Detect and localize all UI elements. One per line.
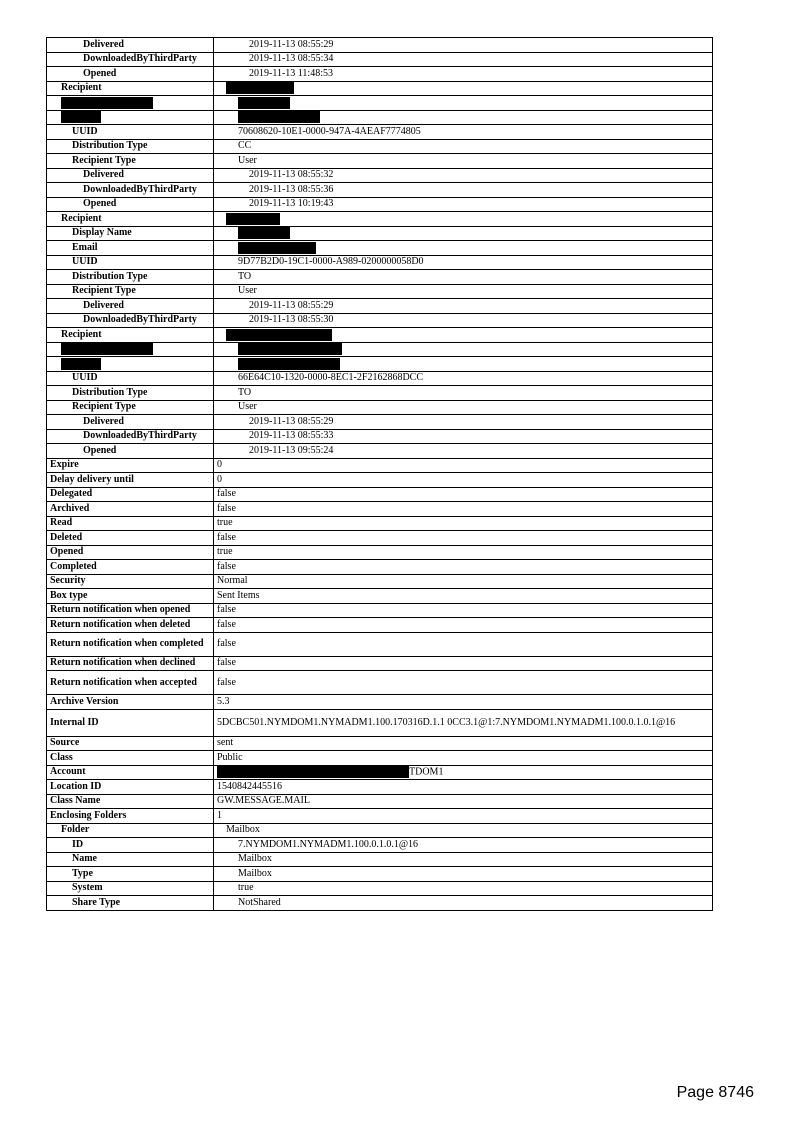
property-value xyxy=(214,81,713,96)
property-value-text: 2019-11-13 08:55:36 xyxy=(249,183,334,195)
property-row xyxy=(47,574,713,589)
property-key xyxy=(47,255,214,270)
property-row xyxy=(47,429,713,444)
property-key-label: UUID xyxy=(72,372,98,384)
property-value-text: true xyxy=(238,882,254,894)
property-value-text: 5.3 xyxy=(217,695,230,707)
property-key xyxy=(47,618,214,633)
property-row xyxy=(47,794,713,809)
property-row xyxy=(47,809,713,824)
redaction-box xyxy=(217,766,409,778)
property-key xyxy=(47,183,214,198)
property-key xyxy=(47,415,214,430)
property-value-text: 0 xyxy=(217,473,222,485)
property-key xyxy=(47,342,214,357)
property-key xyxy=(47,38,214,53)
property-row xyxy=(47,531,713,546)
property-key-label: Return notification when opened xyxy=(50,604,191,616)
property-key xyxy=(47,574,214,589)
record-properties-table xyxy=(46,37,713,911)
property-key xyxy=(47,96,214,111)
property-key xyxy=(47,429,214,444)
property-key xyxy=(47,695,214,710)
property-row xyxy=(47,487,713,502)
property-row xyxy=(47,632,713,656)
property-key xyxy=(47,867,214,882)
property-value-text: false xyxy=(217,657,236,669)
property-key xyxy=(47,110,214,125)
property-row xyxy=(47,896,713,911)
property-value xyxy=(214,52,713,67)
property-key-label: UUID xyxy=(72,256,98,268)
property-value xyxy=(214,168,713,183)
property-value-text: 2019-11-13 11:48:53 xyxy=(249,67,333,79)
property-value-text: 66E64C10-1320-0000-8EC1-2F2162868DCC xyxy=(238,372,423,384)
property-value xyxy=(214,226,713,241)
property-row xyxy=(47,867,713,882)
property-value-text: GW.MESSAGE.MAIL xyxy=(217,795,310,807)
property-key-label: Location ID xyxy=(50,780,102,792)
property-row xyxy=(47,656,713,671)
redaction-box xyxy=(238,242,316,254)
property-value xyxy=(214,38,713,53)
property-key-label: Recipient xyxy=(61,328,102,340)
property-row xyxy=(47,81,713,96)
property-value xyxy=(214,125,713,140)
property-key-label: Return notification when deleted xyxy=(50,618,191,630)
property-row xyxy=(47,400,713,415)
property-value xyxy=(214,342,713,357)
property-key-label: Enclosing Folders xyxy=(50,809,127,821)
property-row xyxy=(47,444,713,459)
property-value xyxy=(214,386,713,401)
property-value-text: sent xyxy=(217,737,234,749)
property-value-text: 7.NYMDOM1.NYMADM1.100.0.1.0.1@16 xyxy=(238,838,419,850)
property-value xyxy=(214,589,713,604)
redaction-box xyxy=(61,111,101,123)
property-key xyxy=(47,736,214,751)
property-row xyxy=(47,458,713,473)
property-value xyxy=(214,560,713,575)
property-value xyxy=(214,400,713,415)
property-key-label: DownloadedByThirdParty xyxy=(83,314,197,326)
property-key xyxy=(47,313,214,328)
property-key-label: Completed xyxy=(50,560,97,572)
property-key-label: Recipient xyxy=(61,212,102,224)
property-value xyxy=(214,751,713,766)
property-row xyxy=(47,96,713,111)
property-value xyxy=(214,284,713,299)
property-value-text: NotShared xyxy=(238,896,281,908)
property-row xyxy=(47,838,713,853)
property-value-text: User xyxy=(238,154,257,166)
redaction-box xyxy=(226,329,332,341)
redaction-box xyxy=(61,97,153,109)
property-value xyxy=(214,838,713,853)
property-value xyxy=(214,328,713,343)
property-row xyxy=(47,473,713,488)
redaction-box xyxy=(61,358,101,370)
record-body xyxy=(47,38,713,911)
property-row xyxy=(47,270,713,285)
redaction-box xyxy=(61,343,153,355)
property-value xyxy=(214,823,713,838)
redaction-box xyxy=(238,111,320,123)
property-value-text: 1 xyxy=(217,809,222,821)
property-value xyxy=(214,809,713,824)
property-row xyxy=(47,284,713,299)
property-key xyxy=(47,896,214,911)
property-row xyxy=(47,765,713,780)
property-key xyxy=(47,589,214,604)
property-value-text: Public xyxy=(217,751,243,763)
property-value xyxy=(214,618,713,633)
property-row xyxy=(47,168,713,183)
property-row xyxy=(47,502,713,517)
property-value xyxy=(214,313,713,328)
property-value-text: 9D77B2D0-19C1-0000-A989-0200000058D0 xyxy=(238,256,424,268)
property-key xyxy=(47,780,214,795)
property-row xyxy=(47,371,713,386)
property-key-label: Account xyxy=(50,766,86,778)
property-row xyxy=(47,328,713,343)
property-key-label: Email xyxy=(72,241,98,253)
property-value xyxy=(214,197,713,212)
property-value xyxy=(214,270,713,285)
property-row xyxy=(47,38,713,53)
property-key-label: Recipient Type xyxy=(72,401,136,413)
property-value-text: Mailbox xyxy=(226,824,260,836)
property-key-label: Delay delivery until xyxy=(50,473,134,485)
property-value xyxy=(214,794,713,809)
property-key-label: Delivered xyxy=(83,415,124,427)
property-value xyxy=(214,709,713,736)
property-key-label: DownloadedByThirdParty xyxy=(83,430,197,442)
property-key-label: Opened xyxy=(83,444,117,456)
property-key xyxy=(47,168,214,183)
property-value-text: Mailbox xyxy=(238,867,272,879)
property-key xyxy=(47,502,214,517)
property-row xyxy=(47,125,713,140)
property-value-text: 2019-11-13 08:55:29 xyxy=(249,299,334,311)
property-value xyxy=(214,736,713,751)
property-key xyxy=(47,751,214,766)
redaction-box xyxy=(238,343,342,355)
property-row xyxy=(47,342,713,357)
property-key xyxy=(47,881,214,896)
property-key-label: Recipient xyxy=(61,82,102,94)
property-key-label: Delivered xyxy=(83,169,124,181)
property-row xyxy=(47,197,713,212)
property-value xyxy=(214,241,713,256)
property-value-text: 1540842445516 xyxy=(217,780,282,792)
property-key-label: Class Name xyxy=(50,795,101,807)
property-value-text: false xyxy=(217,618,236,630)
property-value xyxy=(214,429,713,444)
property-value xyxy=(214,357,713,372)
property-value xyxy=(214,516,713,531)
property-value xyxy=(214,458,713,473)
property-key-label: Folder xyxy=(61,824,90,836)
property-key xyxy=(47,67,214,82)
property-key xyxy=(47,603,214,618)
property-key xyxy=(47,299,214,314)
property-value-text: false xyxy=(217,676,236,688)
property-row xyxy=(47,736,713,751)
property-key-label: Security xyxy=(50,575,86,587)
property-value xyxy=(214,574,713,589)
property-row xyxy=(47,357,713,372)
property-value xyxy=(214,154,713,169)
property-key-label: Recipient Type xyxy=(72,285,136,297)
property-key xyxy=(47,560,214,575)
property-key xyxy=(47,765,214,780)
property-key-label: Delivered xyxy=(83,38,124,50)
property-value xyxy=(214,96,713,111)
property-key xyxy=(47,357,214,372)
property-value xyxy=(214,780,713,795)
page-number: Page 8746 xyxy=(676,1084,754,1101)
property-value xyxy=(214,867,713,882)
property-key-label: Internal ID xyxy=(50,716,99,728)
property-value xyxy=(214,896,713,911)
property-key xyxy=(47,125,214,140)
property-value-text: true xyxy=(217,517,233,529)
property-key xyxy=(47,516,214,531)
property-value-text: false xyxy=(217,560,236,572)
property-key-label: Expire xyxy=(50,459,79,471)
property-key-label: Deleted xyxy=(50,531,83,543)
property-row xyxy=(47,299,713,314)
property-key xyxy=(47,212,214,227)
redaction-box xyxy=(226,213,280,225)
property-key xyxy=(47,386,214,401)
property-key-label: Return notification when accepted xyxy=(50,676,197,688)
property-value-text: 2019-11-13 08:55:29 xyxy=(249,415,334,427)
property-row xyxy=(47,67,713,82)
property-key xyxy=(47,270,214,285)
property-key-label: Delivered xyxy=(83,299,124,311)
property-key xyxy=(47,632,214,656)
property-key xyxy=(47,371,214,386)
property-row xyxy=(47,709,713,736)
property-value-text: TO xyxy=(238,270,252,282)
property-key-label: Archived xyxy=(50,502,90,514)
property-value-text: false xyxy=(217,502,236,514)
property-row xyxy=(47,618,713,633)
property-value xyxy=(214,656,713,671)
property-key xyxy=(47,400,214,415)
property-key-label: Opened xyxy=(83,198,117,210)
property-value-text: 2019-11-13 08:55:33 xyxy=(249,430,334,442)
property-key-label: Distribution Type xyxy=(72,140,148,152)
property-value xyxy=(214,444,713,459)
property-row xyxy=(47,255,713,270)
property-key-label: Source xyxy=(50,737,80,749)
property-key xyxy=(47,444,214,459)
property-key-label: Recipient Type xyxy=(72,154,136,166)
redaction-box xyxy=(226,82,294,94)
property-value xyxy=(214,67,713,82)
property-key xyxy=(47,545,214,560)
property-key xyxy=(47,671,214,695)
property-value-text: true xyxy=(217,546,233,558)
property-value-text: 2019-11-13 10:19:43 xyxy=(249,198,334,210)
property-row xyxy=(47,560,713,575)
property-row xyxy=(47,545,713,560)
redaction-box xyxy=(238,97,290,109)
property-row xyxy=(47,671,713,695)
property-key-label: Read xyxy=(50,517,73,529)
property-key xyxy=(47,709,214,736)
property-value-text: 70608620-10E1-0000-947A-4AEAF7774805 xyxy=(238,125,421,137)
property-key xyxy=(47,473,214,488)
property-key-label: DownloadedByThirdParty xyxy=(83,183,197,195)
property-key xyxy=(47,656,214,671)
property-value xyxy=(214,473,713,488)
property-row xyxy=(47,313,713,328)
property-value xyxy=(214,415,713,430)
property-key xyxy=(47,241,214,256)
property-row xyxy=(47,516,713,531)
property-value-text: 2019-11-13 08:55:29 xyxy=(249,38,334,50)
property-value xyxy=(214,139,713,154)
property-value xyxy=(214,671,713,695)
property-value xyxy=(214,545,713,560)
property-row xyxy=(47,183,713,198)
property-key-label: Return notification when completed xyxy=(50,638,204,649)
property-row xyxy=(47,52,713,67)
property-key xyxy=(47,328,214,343)
property-key xyxy=(47,487,214,502)
property-value-text: 2019-11-13 08:55:30 xyxy=(249,314,334,326)
property-value xyxy=(214,255,713,270)
property-key xyxy=(47,139,214,154)
property-value-text: 2019-11-13 08:55:32 xyxy=(249,169,334,181)
property-key-label: Opened xyxy=(83,67,117,79)
property-key-label: UUID xyxy=(72,125,98,137)
property-value-text: false xyxy=(217,638,236,649)
property-key-label: Delegated xyxy=(50,488,93,500)
property-key xyxy=(47,852,214,867)
property-value-text: 5DCBC501.NYMDOM1.NYMADM1.100.170316D.1.1 0CC3.1@1:7.NYMDOM1.NYMADM1.100.0.1.0.1@16 xyxy=(217,716,676,728)
property-value xyxy=(214,487,713,502)
property-row xyxy=(47,780,713,795)
property-row xyxy=(47,241,713,256)
property-key-label: Distribution Type xyxy=(72,270,148,282)
property-value xyxy=(214,852,713,867)
property-row xyxy=(47,110,713,125)
property-row xyxy=(47,603,713,618)
property-value-text: TDOM1 xyxy=(409,766,444,778)
property-key-label: Class xyxy=(50,751,73,763)
property-value-text: CC xyxy=(238,140,252,152)
property-value xyxy=(214,212,713,227)
property-row xyxy=(47,823,713,838)
property-key xyxy=(47,809,214,824)
property-value xyxy=(214,632,713,656)
property-key-label: Distribution Type xyxy=(72,386,148,398)
property-key xyxy=(47,197,214,212)
property-value-text: TO xyxy=(238,386,252,398)
property-value xyxy=(214,603,713,618)
property-value-text: Normal xyxy=(217,575,248,587)
property-key xyxy=(47,154,214,169)
property-key-label: Display Name xyxy=(72,227,132,239)
property-key xyxy=(47,823,214,838)
property-row xyxy=(47,139,713,154)
property-value xyxy=(214,881,713,896)
property-key-label: Opened xyxy=(50,546,84,558)
property-value xyxy=(214,183,713,198)
redaction-box xyxy=(238,227,290,239)
property-value xyxy=(214,502,713,517)
property-key-label: ID xyxy=(72,838,84,850)
property-key xyxy=(47,52,214,67)
property-row xyxy=(47,226,713,241)
property-key-label: Archive Version xyxy=(50,695,119,707)
property-value-text: false xyxy=(217,488,236,500)
property-key xyxy=(47,794,214,809)
property-value-text: Mailbox xyxy=(238,853,272,865)
property-key-label: Return notification when declined xyxy=(50,657,196,669)
property-key xyxy=(47,838,214,853)
property-key-label: Box type xyxy=(50,589,88,601)
property-value xyxy=(214,371,713,386)
property-key-label: System xyxy=(72,882,103,894)
property-key xyxy=(47,458,214,473)
property-row xyxy=(47,695,713,710)
property-value-text: 2019-11-13 08:55:34 xyxy=(249,53,334,65)
property-row xyxy=(47,751,713,766)
redaction-box xyxy=(238,358,340,370)
property-value-text: Sent Items xyxy=(217,589,260,601)
property-value-text: false xyxy=(217,604,236,616)
property-row xyxy=(47,386,713,401)
property-value-text: 0 xyxy=(217,459,222,471)
property-key xyxy=(47,531,214,546)
property-key xyxy=(47,284,214,299)
property-value xyxy=(214,695,713,710)
property-key-label: Share Type xyxy=(72,896,121,908)
property-row xyxy=(47,852,713,867)
property-value xyxy=(214,299,713,314)
property-row xyxy=(47,154,713,169)
property-key xyxy=(47,226,214,241)
property-value xyxy=(214,765,713,780)
property-key xyxy=(47,81,214,96)
property-value xyxy=(214,531,713,546)
property-value-text: 2019-11-13 09:55:24 xyxy=(249,444,334,456)
property-key-label: Type xyxy=(72,867,93,879)
property-row xyxy=(47,415,713,430)
property-row xyxy=(47,212,713,227)
property-value-text: User xyxy=(238,401,257,413)
property-key-label: DownloadedByThirdParty xyxy=(83,53,197,65)
property-value xyxy=(214,110,713,125)
property-row xyxy=(47,589,713,604)
property-key-label: Name xyxy=(72,853,97,865)
property-row xyxy=(47,881,713,896)
property-value-text: User xyxy=(238,285,257,297)
property-value-text: false xyxy=(217,531,236,543)
